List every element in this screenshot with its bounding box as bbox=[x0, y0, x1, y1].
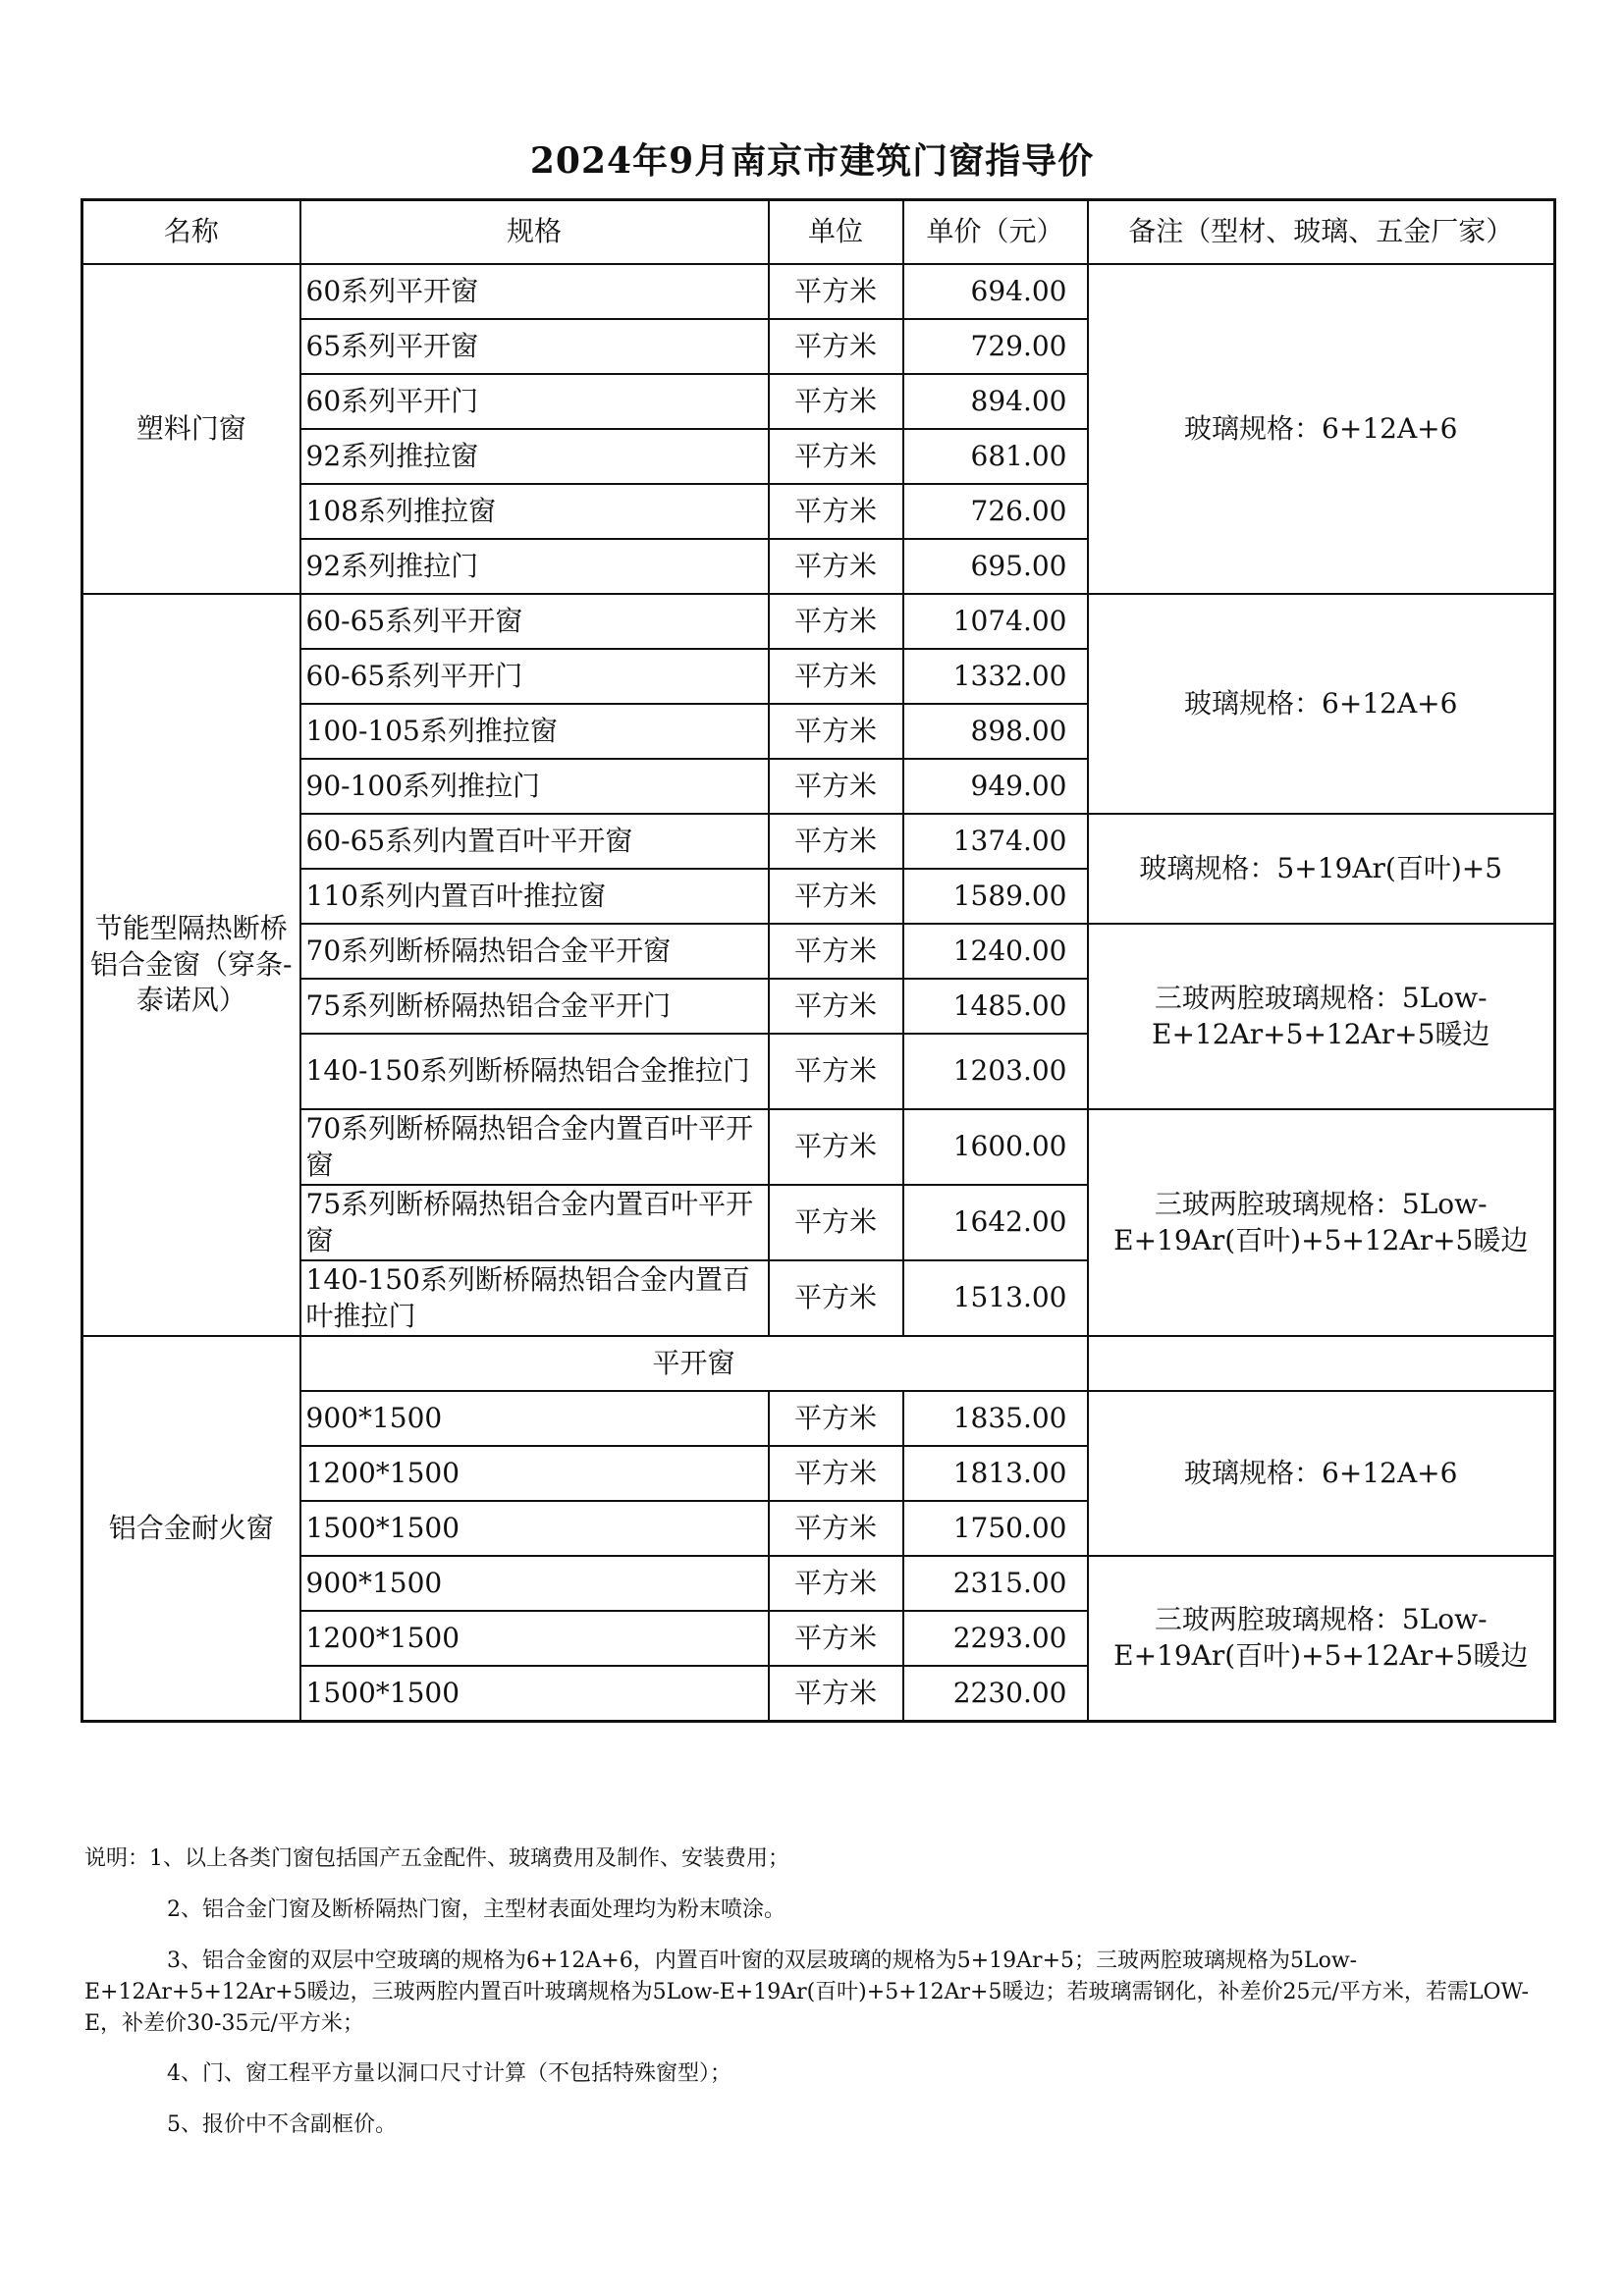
price-cell: 695.00 bbox=[903, 539, 1088, 594]
spec-cell: 900*1500 bbox=[300, 1391, 769, 1446]
price-cell: 729.00 bbox=[903, 319, 1088, 374]
price-cell: 894.00 bbox=[903, 374, 1088, 429]
spec-cell: 100-105系列推拉窗 bbox=[300, 704, 769, 759]
price-cell: 726.00 bbox=[903, 484, 1088, 539]
unit-cell: 平方米 bbox=[769, 704, 903, 759]
price-cell: 898.00 bbox=[903, 704, 1088, 759]
price-cell: 681.00 bbox=[903, 429, 1088, 484]
unit-cell: 平方米 bbox=[769, 869, 903, 924]
page-title: 2024年9月南京市建筑门窗指导价 bbox=[529, 140, 1095, 182]
unit-cell: 平方米 bbox=[769, 539, 903, 594]
price-cell: 1600.00 bbox=[903, 1109, 1088, 1185]
spec-cell: 1500*1500 bbox=[300, 1501, 769, 1556]
price-cell: 1374.00 bbox=[903, 814, 1088, 869]
header-unit: 单位 bbox=[769, 200, 903, 265]
price-cell: 2230.00 bbox=[903, 1666, 1088, 1721]
spec-cell: 140-150系列断桥隔热铝合金推拉门 bbox=[300, 1034, 769, 1109]
note-1: 说明：1、以上各类门窗包括国产五金配件、玻璃费用及制作、安装费用； bbox=[84, 1846, 789, 1871]
header-spec: 规格 bbox=[300, 200, 769, 265]
spec-cell: 60-65系列平开门 bbox=[300, 649, 769, 704]
note-3: 3、铝合金窗的双层中空玻璃的规格为6+12A+6，内置百叶窗的双层玻璃的规格为5+19Ar+5；三玻两腔玻璃规格为5Low-E+12Ar+5+12Ar+5暖边，三玻两腔内置百叶玻璃规格为5Low-E+19Ar(百叶)+5+12Ar+5暖边；若玻璃需钢化，补差价25元/平方米，若需LOW-E，补差价30-35元/平方米； bbox=[84, 1948, 1529, 2036]
unit-cell: 平方米 bbox=[769, 264, 903, 319]
price-cell: 1513.00 bbox=[903, 1260, 1088, 1336]
spec-cell: 70系列断桥隔热铝合金平开窗 bbox=[300, 924, 769, 979]
price-cell: 1074.00 bbox=[903, 594, 1088, 649]
unit-cell: 平方米 bbox=[769, 1260, 903, 1336]
unit-cell: 平方米 bbox=[769, 649, 903, 704]
table-row bbox=[82, 1109, 1555, 1185]
spec-cell: 1200*1500 bbox=[300, 1446, 769, 1501]
unit-cell: 平方米 bbox=[769, 594, 903, 649]
spec-cell: 75系列断桥隔热铝合金平开门 bbox=[300, 979, 769, 1034]
price-cell: 2293.00 bbox=[903, 1611, 1088, 1666]
spec-cell: 60系列平开门 bbox=[300, 374, 769, 429]
price-cell: 1813.00 bbox=[903, 1446, 1088, 1501]
price-cell: 1750.00 bbox=[903, 1501, 1088, 1556]
remark-cell: 三玻两腔玻璃规格：5Low-E+19Ar(百叶)+5+12Ar+5暖边 bbox=[1088, 1556, 1555, 1721]
table-row bbox=[82, 924, 1555, 979]
notes-section bbox=[84, 1843, 1557, 2161]
spec-cell: 75系列断桥隔热铝合金内置百叶平开窗 bbox=[300, 1185, 769, 1260]
header-name: 名称 bbox=[82, 200, 300, 265]
table-row bbox=[82, 814, 1555, 869]
spec-cell: 108系列推拉窗 bbox=[300, 484, 769, 539]
spec-cell: 60系列平开窗 bbox=[300, 264, 769, 319]
table-row bbox=[82, 1556, 1555, 1611]
table-row bbox=[82, 264, 1555, 319]
price-cell: 1835.00 bbox=[903, 1391, 1088, 1446]
unit-cell: 平方米 bbox=[769, 1666, 903, 1721]
price-cell: 2315.00 bbox=[903, 1556, 1088, 1611]
remark-cell: 玻璃规格：5+19Ar(百叶)+5 bbox=[1088, 814, 1555, 924]
spec-cell: 140-150系列断桥隔热铝合金内置百叶推拉门 bbox=[300, 1260, 769, 1336]
spec-cell: 1200*1500 bbox=[300, 1611, 769, 1666]
unit-cell: 平方米 bbox=[769, 759, 903, 814]
table-row bbox=[82, 1391, 1555, 1446]
spec-cell: 1500*1500 bbox=[300, 1666, 769, 1721]
unit-cell: 平方米 bbox=[769, 979, 903, 1034]
spec-cell: 70系列断桥隔热铝合金内置百叶平开窗 bbox=[300, 1109, 769, 1185]
note-4: 4、门、窗工程平方量以洞口尺寸计算（不包括特殊窗型）； bbox=[167, 2061, 731, 2087]
unit-cell: 平方米 bbox=[769, 319, 903, 374]
unit-cell: 平方米 bbox=[769, 1034, 903, 1109]
price-cell: 949.00 bbox=[903, 759, 1088, 814]
empty-remark-cell bbox=[1088, 1336, 1555, 1391]
group-name-alu: 节能型隔热断桥铝合金窗（穿条-泰诺风） bbox=[82, 594, 300, 1336]
remark-cell: 玻璃规格：6+12A+6 bbox=[1088, 264, 1555, 594]
table-header-row bbox=[82, 200, 1555, 265]
group-name-fire: 铝合金耐火窗 bbox=[82, 1336, 300, 1721]
unit-cell: 平方米 bbox=[769, 814, 903, 869]
spec-cell: 65系列平开窗 bbox=[300, 319, 769, 374]
price-cell: 1589.00 bbox=[903, 869, 1088, 924]
unit-cell: 平方米 bbox=[769, 1446, 903, 1501]
table-row bbox=[82, 1336, 1555, 1391]
table-row bbox=[82, 594, 1555, 649]
remark-cell: 玻璃规格：6+12A+6 bbox=[1088, 594, 1555, 814]
remark-cell: 三玻两腔玻璃规格：5Low-E+19Ar(百叶)+5+12Ar+5暖边 bbox=[1088, 1109, 1555, 1336]
unit-cell: 平方米 bbox=[769, 484, 903, 539]
spec-cell: 60-65系列平开窗 bbox=[300, 594, 769, 649]
remark-cell: 三玻两腔玻璃规格：5Low-E+12Ar+5+12Ar+5暖边 bbox=[1088, 924, 1555, 1109]
unit-cell: 平方米 bbox=[769, 1556, 903, 1611]
unit-cell: 平方米 bbox=[769, 1185, 903, 1260]
price-cell: 1642.00 bbox=[903, 1185, 1088, 1260]
unit-cell: 平方米 bbox=[769, 374, 903, 429]
spec-cell: 60-65系列内置百叶平开窗 bbox=[300, 814, 769, 869]
unit-cell: 平方米 bbox=[769, 1109, 903, 1185]
price-cell: 1203.00 bbox=[903, 1034, 1088, 1109]
price-table bbox=[81, 198, 1556, 1723]
spec-cell: 92系列推拉门 bbox=[300, 539, 769, 594]
price-cell: 1332.00 bbox=[903, 649, 1088, 704]
spec-cell: 900*1500 bbox=[300, 1556, 769, 1611]
subheader-cell: 平开窗 bbox=[300, 1336, 1088, 1391]
price-cell: 1240.00 bbox=[903, 924, 1088, 979]
unit-cell: 平方米 bbox=[769, 1501, 903, 1556]
unit-cell: 平方米 bbox=[769, 429, 903, 484]
note-2: 2、铝合金门窗及断桥隔热门窗，主型材表面处理均为粉末喷涂。 bbox=[167, 1896, 785, 1922]
remark-cell: 玻璃规格：6+12A+6 bbox=[1088, 1391, 1555, 1556]
header-remark: 备注（型材、玻璃、五金厂家） bbox=[1088, 200, 1555, 265]
unit-cell: 平方米 bbox=[769, 924, 903, 979]
note-5: 5、报价中不含副框价。 bbox=[167, 2112, 397, 2138]
price-cell: 694.00 bbox=[903, 264, 1088, 319]
spec-cell: 92系列推拉窗 bbox=[300, 429, 769, 484]
price-cell: 1485.00 bbox=[903, 979, 1088, 1034]
group-name-plastic: 塑料门窗 bbox=[82, 264, 300, 594]
unit-cell: 平方米 bbox=[769, 1611, 903, 1666]
spec-cell: 90-100系列推拉门 bbox=[300, 759, 769, 814]
header-price: 单价（元） bbox=[903, 200, 1088, 265]
spec-cell: 110系列内置百叶推拉窗 bbox=[300, 869, 769, 924]
unit-cell: 平方米 bbox=[769, 1391, 903, 1446]
